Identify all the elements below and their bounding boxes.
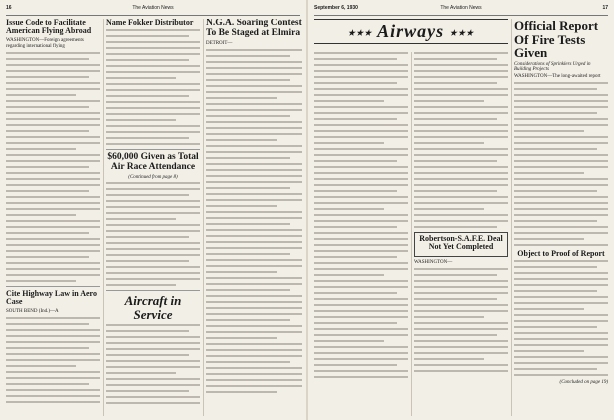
article-headline: Official Report Of Fire Tests Given [514,19,599,61]
article-headline: Aircraft in Service [124,293,182,322]
left-column-3 [206,19,302,416]
article-headline: Robertson-S.A.F.E. Deal Not Yet Completed [419,234,503,252]
left-page-number: 16 [6,5,12,11]
article-box [414,232,508,257]
article-subheadline: Considerations of Sprinklers Urged in Building Projects [514,61,591,72]
article-lead: WASHINGTON—The long-awaited report [514,73,601,79]
article-headline: Object to Proof of Report [517,248,605,258]
article-divider [6,286,100,287]
right-page-number: 17 [602,5,608,11]
column-rule [511,19,512,416]
right-page [308,0,614,420]
star-ornament-icon: ★★★ [347,28,373,38]
article-lead: WASHINGTON— [414,259,453,265]
article-lead: WASHINGTON—Foreign agreements regarding international flying [6,37,84,49]
article-body-placeholder [206,49,302,393]
article-body-placeholder [414,268,508,372]
left-top-rule [6,15,300,16]
article-lead: SOUTH BEND (Ind.)—A [6,308,59,314]
airways-body-placeholder [414,52,508,228]
right-column-2 [414,52,508,416]
article-body-placeholder [514,260,608,376]
article-headline: Name Fokker Distributor [106,19,194,27]
right-top-rule [314,15,608,16]
article-body-placeholder [6,52,100,282]
article-body-placeholder [106,182,200,286]
issue-date: September 6, 1930 [314,5,358,11]
right-column-1 [314,52,408,416]
right-running-head [314,4,608,15]
article-divider [106,149,200,150]
left-column-2 [106,19,200,416]
article-continued-note: (Continued from page 8) [128,175,178,181]
left-page [0,0,306,420]
column-rule [411,52,412,416]
left-running-title: The Aviation News [132,5,174,11]
article-body-placeholder [106,324,200,404]
article-body-placeholder [514,82,608,246]
article-divider [106,290,200,291]
left-column-1 [6,19,100,416]
article-headline: Issue Code to Facilitate American Flying Abroad [6,19,92,36]
continued-note: (Concluded on page 19) [559,380,608,386]
article-headline: Cite Highway Law in Aero Case [6,288,97,307]
airways-title [314,19,508,44]
left-running-head [6,4,300,15]
right-running-title: The Aviation News [440,5,482,11]
article-headline: $60,000 Given as Total Air Race Attendance [107,152,199,173]
airways-title-text: Airways [377,21,445,41]
airways-body-placeholder [314,52,408,378]
column-rule [203,19,204,416]
article-body-placeholder [106,29,200,145]
article-lead: DETROIT— [206,40,233,46]
column-rule [103,19,104,416]
article-headline: N.G.A. Soaring Contest To Be Staged at Elmira [206,19,302,38]
right-column-3 [514,19,608,416]
article-body-placeholder [6,317,100,403]
star-ornament-icon: ★★★ [449,28,475,38]
airways-banner [314,19,508,53]
